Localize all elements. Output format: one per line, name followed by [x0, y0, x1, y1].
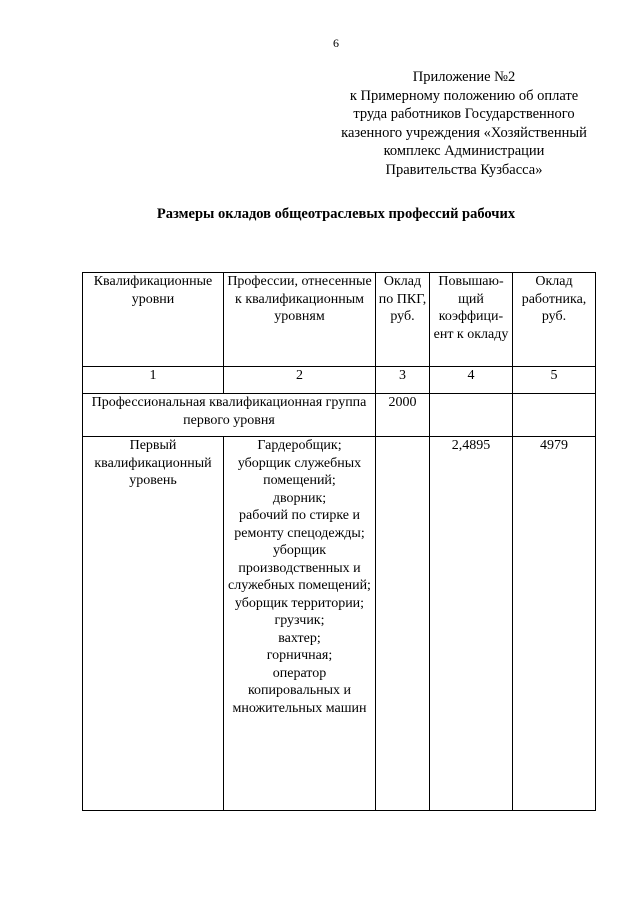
level-employee-salary: 4979: [513, 437, 596, 811]
table-header-row: [83, 273, 596, 367]
document-title: Размеры окладов общеотраслевых профессий рабочих: [156, 206, 516, 222]
qualification-level-name: Первый квалификационный уровень: [83, 437, 224, 811]
appendix-line: Приложение №2: [412, 69, 516, 85]
column-number: 2: [224, 367, 376, 394]
profession-item: уборщик производственных и служебных помещений;: [228, 543, 371, 593]
profession-item: уборщик служебных помещений;: [237, 455, 362, 488]
group-empty-cell: [430, 394, 513, 437]
profession-item: уборщик территории;: [234, 595, 365, 611]
profession-item: рабочий по стирке и ремонту спецодежды;: [234, 508, 365, 541]
appendix-line: труда работников Государственного: [353, 106, 575, 122]
qualification-level-row: [83, 437, 596, 811]
appendix-line: комплекс Администрации: [383, 143, 545, 159]
level-coefficient: 2,4895: [430, 437, 513, 811]
profession-item: грузчик;: [274, 613, 325, 628]
column-number: 1: [83, 367, 224, 394]
profession-item: вахтер;: [278, 630, 321, 646]
header-professions: Профессии, отнесенные к квалификационным уровням: [224, 273, 376, 367]
appendix-line: к Примерному положению об оплате: [349, 87, 579, 104]
group-base-salary: 2000: [376, 394, 430, 437]
profession-item: оператор копировальных и множительных машин: [232, 665, 367, 716]
header-qualification-levels: Квалификационные уровни: [83, 273, 224, 367]
qualification-group-name: Профессиональная квалификационная группа первого уровня: [83, 394, 376, 437]
profession-item: горничная;: [266, 648, 333, 663]
column-number: 3: [376, 367, 430, 394]
header-employee-salary: Оклад работника, руб.: [513, 273, 596, 367]
group-empty-cell: [513, 394, 596, 437]
header-pkg-salary: Оклад по ПКГ, руб.: [376, 273, 430, 367]
header-coefficient: Повышаю-щий коэффици-ент к окладу: [430, 273, 513, 367]
appendix-line: казенного учреждения «Хозяйственный: [341, 124, 587, 141]
appendix-line: Правительства Кузбасса»: [385, 161, 543, 178]
professions-list: [224, 437, 376, 811]
profession-item: дворник;: [272, 490, 327, 506]
appendix-header: [330, 68, 598, 179]
column-number: 5: [513, 367, 596, 394]
column-number-row: [83, 367, 596, 394]
page-number: 6: [333, 36, 339, 50]
salary-table: [82, 272, 596, 811]
profession-item: Гардеробщик;: [257, 438, 342, 453]
level-pkg-salary-cell: [376, 437, 430, 811]
qualification-group-row: [83, 394, 596, 437]
column-number: 4: [430, 367, 513, 394]
